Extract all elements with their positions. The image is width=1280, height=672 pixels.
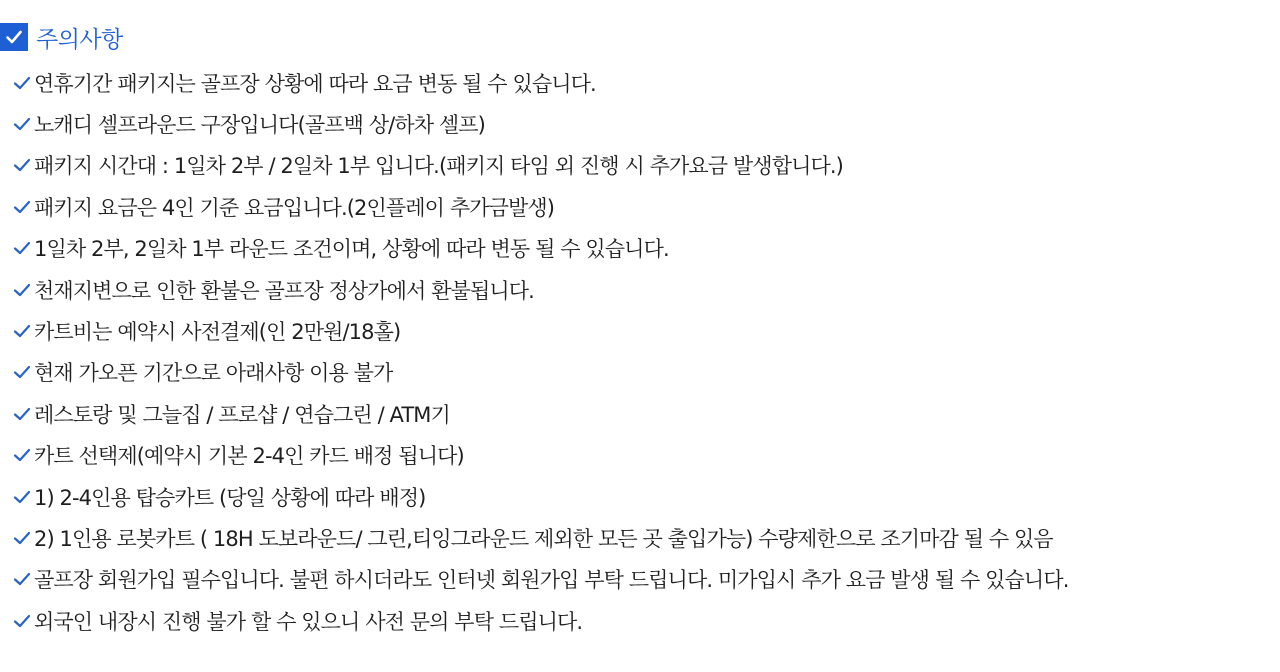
- checkbox-checked-icon: [0, 23, 28, 51]
- notice-item: [12, 476, 1068, 517]
- notice-item-text: 노캐디 셀프라운드 구장입니다(골프백 상/하차 셀프): [34, 113, 485, 138]
- notice-item: [12, 310, 1068, 351]
- notice-item-text: 현재 가오픈 기간으로 아래사항 이용 불가: [34, 361, 393, 386]
- notice-item-text: 외국인 내장시 진행 불가 할 수 있으니 사전 문의 부탁 드립니다.: [34, 609, 583, 634]
- notice-item-text: 카트 선택제(예약시 기본 2-4인 카드 배정 됩니다): [34, 444, 464, 469]
- notice-item: [12, 103, 1068, 144]
- notice-item: [12, 228, 1068, 269]
- notice-title: 주의사항: [36, 26, 123, 53]
- notice-header: [0, 22, 123, 52]
- notice-item-text: 2) 1인용 로봇카트 ( 18H 도보라운드/ 그린,티잉그라운드 제외한 모든 곳 출입가능) 수량제한으로 조기마감 될 수 있음: [34, 526, 1053, 551]
- check-icon: [12, 404, 32, 424]
- notice-item-text: 패키지 시간대 : 1일차 2부 / 2일차 1부 입니다.(패키지 타임 외 진행 시 추가요금 발생합니다.): [34, 154, 843, 179]
- notice-item-text: 천재지변으로 인한 환불은 골프장 정상가에서 환불됩니다.: [34, 278, 534, 303]
- notice-item-text: 1일차 2부, 2일차 1부 라운드 조건이며, 상황에 따라 변동 될 수 있습니다.: [34, 237, 669, 262]
- notice-item: [12, 517, 1068, 558]
- notice-item: [12, 269, 1068, 310]
- notice-item: [12, 559, 1068, 600]
- notice-list: [12, 62, 1068, 641]
- check-icon: [12, 114, 32, 134]
- notice-item: [12, 145, 1068, 186]
- notice-item-text: 카트비는 예약시 사전결제(인 2만원/18홀): [34, 320, 401, 345]
- check-icon: [12, 238, 32, 258]
- notice-item: [12, 186, 1068, 227]
- check-icon: [12, 487, 32, 507]
- notice-item-text: 1) 2-4인용 탑승카트 (당일 상황에 따라 배정): [34, 485, 426, 510]
- check-icon: [12, 362, 32, 382]
- notice-item-text: 연휴기간 패키지는 골프장 상황에 따라 요금 변동 될 수 있습니다.: [34, 71, 596, 96]
- notice-item: [12, 352, 1068, 393]
- notice-item-text: 패키지 요금은 4인 기준 요금입니다.(2인플레이 추가금발생): [34, 195, 555, 220]
- check-icon: [12, 445, 32, 465]
- check-icon: [12, 569, 32, 589]
- check-icon: [12, 528, 32, 548]
- check-icon: [12, 280, 32, 300]
- check-icon: [12, 155, 32, 175]
- check-icon: [12, 197, 32, 217]
- notice-item: [12, 393, 1068, 434]
- notice-item-text: 레스토랑 및 그늘집 / 프로샵 / 연습그린 / ATM기: [34, 402, 450, 427]
- notice-item: [12, 600, 1068, 641]
- notice-item: [12, 62, 1068, 103]
- notice-item-text: 골프장 회원가입 필수입니다. 불편 하시더라도 인터넷 회원가입 부탁 드립니다. 미가입시 추가 요금 발생 될 수 있습니다.: [34, 568, 1069, 593]
- check-icon: [12, 73, 32, 93]
- check-icon: [12, 611, 32, 631]
- check-icon: [12, 321, 32, 341]
- notice-item: [12, 435, 1068, 476]
